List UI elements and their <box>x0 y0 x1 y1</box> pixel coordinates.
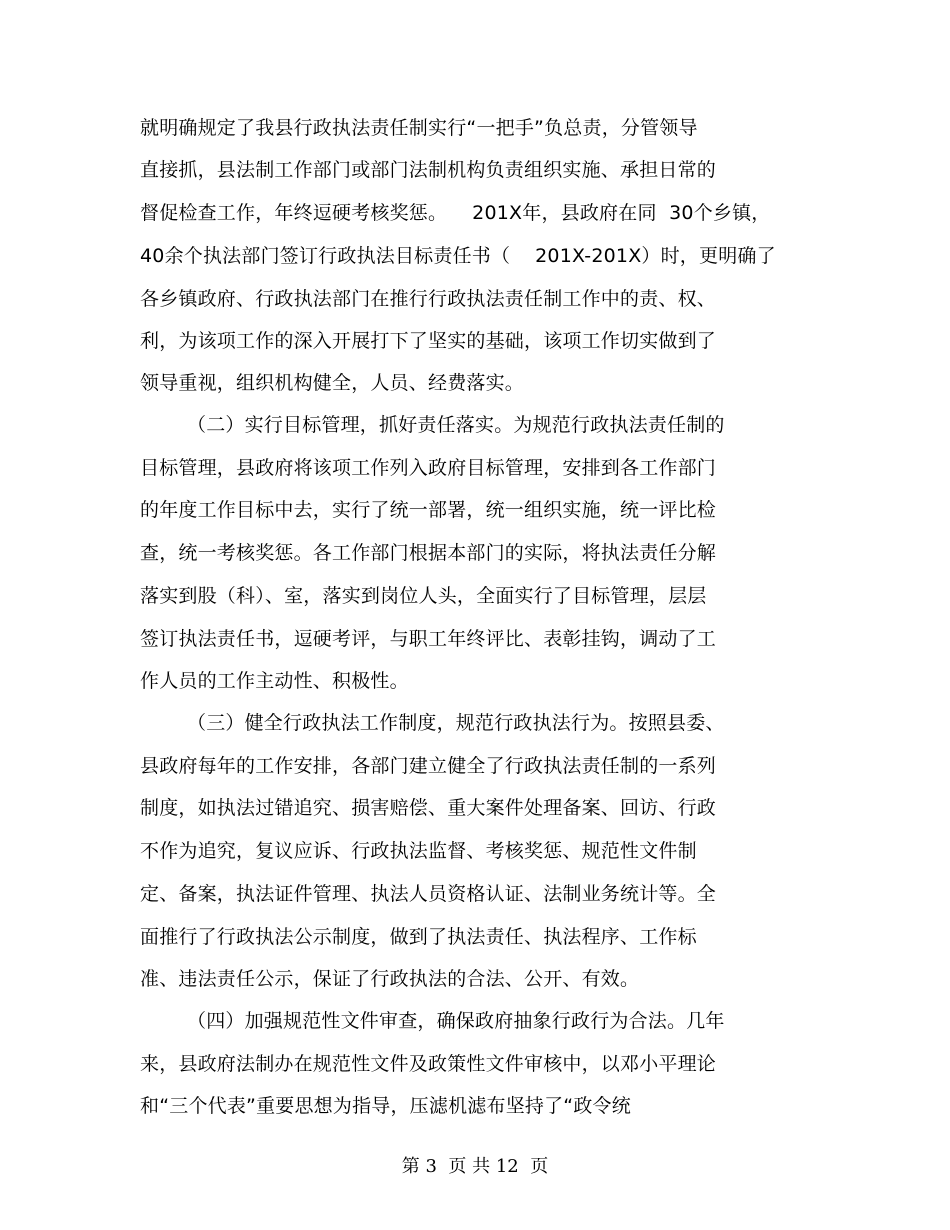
text-line: 不作为追究，复议应诉、行政执法监督、考核奖惩、规范性文件制 <box>140 840 697 862</box>
text-line: 直接抓，县法制工作部门或部门法制机构负责组织实施、承担日常的 <box>140 159 717 181</box>
text-line: 40余个执法部门签订行政执法目标责任书（ 201X-201X）时，更明确了 <box>140 245 776 267</box>
paragraph-start-line: （四）加强规范性文件审查，确保政府抽象行政行为合法。几年 <box>187 1010 725 1032</box>
text-line: 面推行了行政执法公示制度，做到了执法责任、执法程序、工作标 <box>140 926 697 948</box>
paragraph-start-line: （三）健全行政执法工作制度，规范行政执法行为。按照县委、 <box>187 712 725 734</box>
text-line: 查，统一考核奖惩。各工作部门根据本部门的实际，将执法责任分解 <box>140 542 717 564</box>
text-line: 来，县政府法制办在规范性文件及政策性文件审核中，以邓小平理论 <box>140 1053 717 1075</box>
text-line: 督促检查工作，年终逗硬考核奖惩。 201X年，县政府在同 30个乡镇， <box>140 202 771 224</box>
text-line: 就明确规定了我县行政执法责任制实行“一把手”负总责，分管领导 <box>140 117 698 139</box>
paragraph-start-line: （二）实行目标管理，抓好责任落实。为规范行政执法责任制的 <box>187 414 725 436</box>
text-line: 准、违法责任公示，保证了行政执法的合法、公开、有效。 <box>140 968 640 990</box>
text-line: 定、备案，执法证件管理、执法人员资格认证、法制业务统计等。全 <box>140 883 717 905</box>
text-line: 县政府每年的工作安排，各部门建立健全了行政执法责任制的一系列 <box>140 755 717 777</box>
text-line: 签订执法责任书，逗硬考评，与职工年终评比、表彰挂钩，调动了工 <box>140 628 717 650</box>
text-line: 制度，如执法过错追究、损害赔偿、重大案件处理备案、回访、行政 <box>140 797 717 819</box>
text-line: 的年度工作目标中去，实行了统一部署，统一组织实施，统一评比检 <box>140 499 717 521</box>
text-line: 各乡镇政府、行政执法部门在推行行政执法责任制工作中的责、权、 <box>140 288 717 310</box>
text-line: 领导重视，组织机构健全，人员、经费落实。 <box>140 372 525 394</box>
page-number-footer: 第 3 页 共 12 页 <box>401 1156 549 1177</box>
text-line: 落实到股（科）、室，落实到岗位人头，全面实行了目标管理，层层 <box>140 585 707 607</box>
text-line: 利，为该项工作的深入开展打下了坚实的基础，该项工作切实做到了 <box>140 330 717 352</box>
text-line: 和“三个代表”重要思想为指导，压滤机滤布坚持了“政令统 <box>140 1095 631 1117</box>
text-line: 作人员的工作主动性、积极性。 <box>140 670 409 692</box>
text-line: 目标管理，县政府将该项工作列入政府目标管理，安排到各工作部门 <box>140 457 717 479</box>
